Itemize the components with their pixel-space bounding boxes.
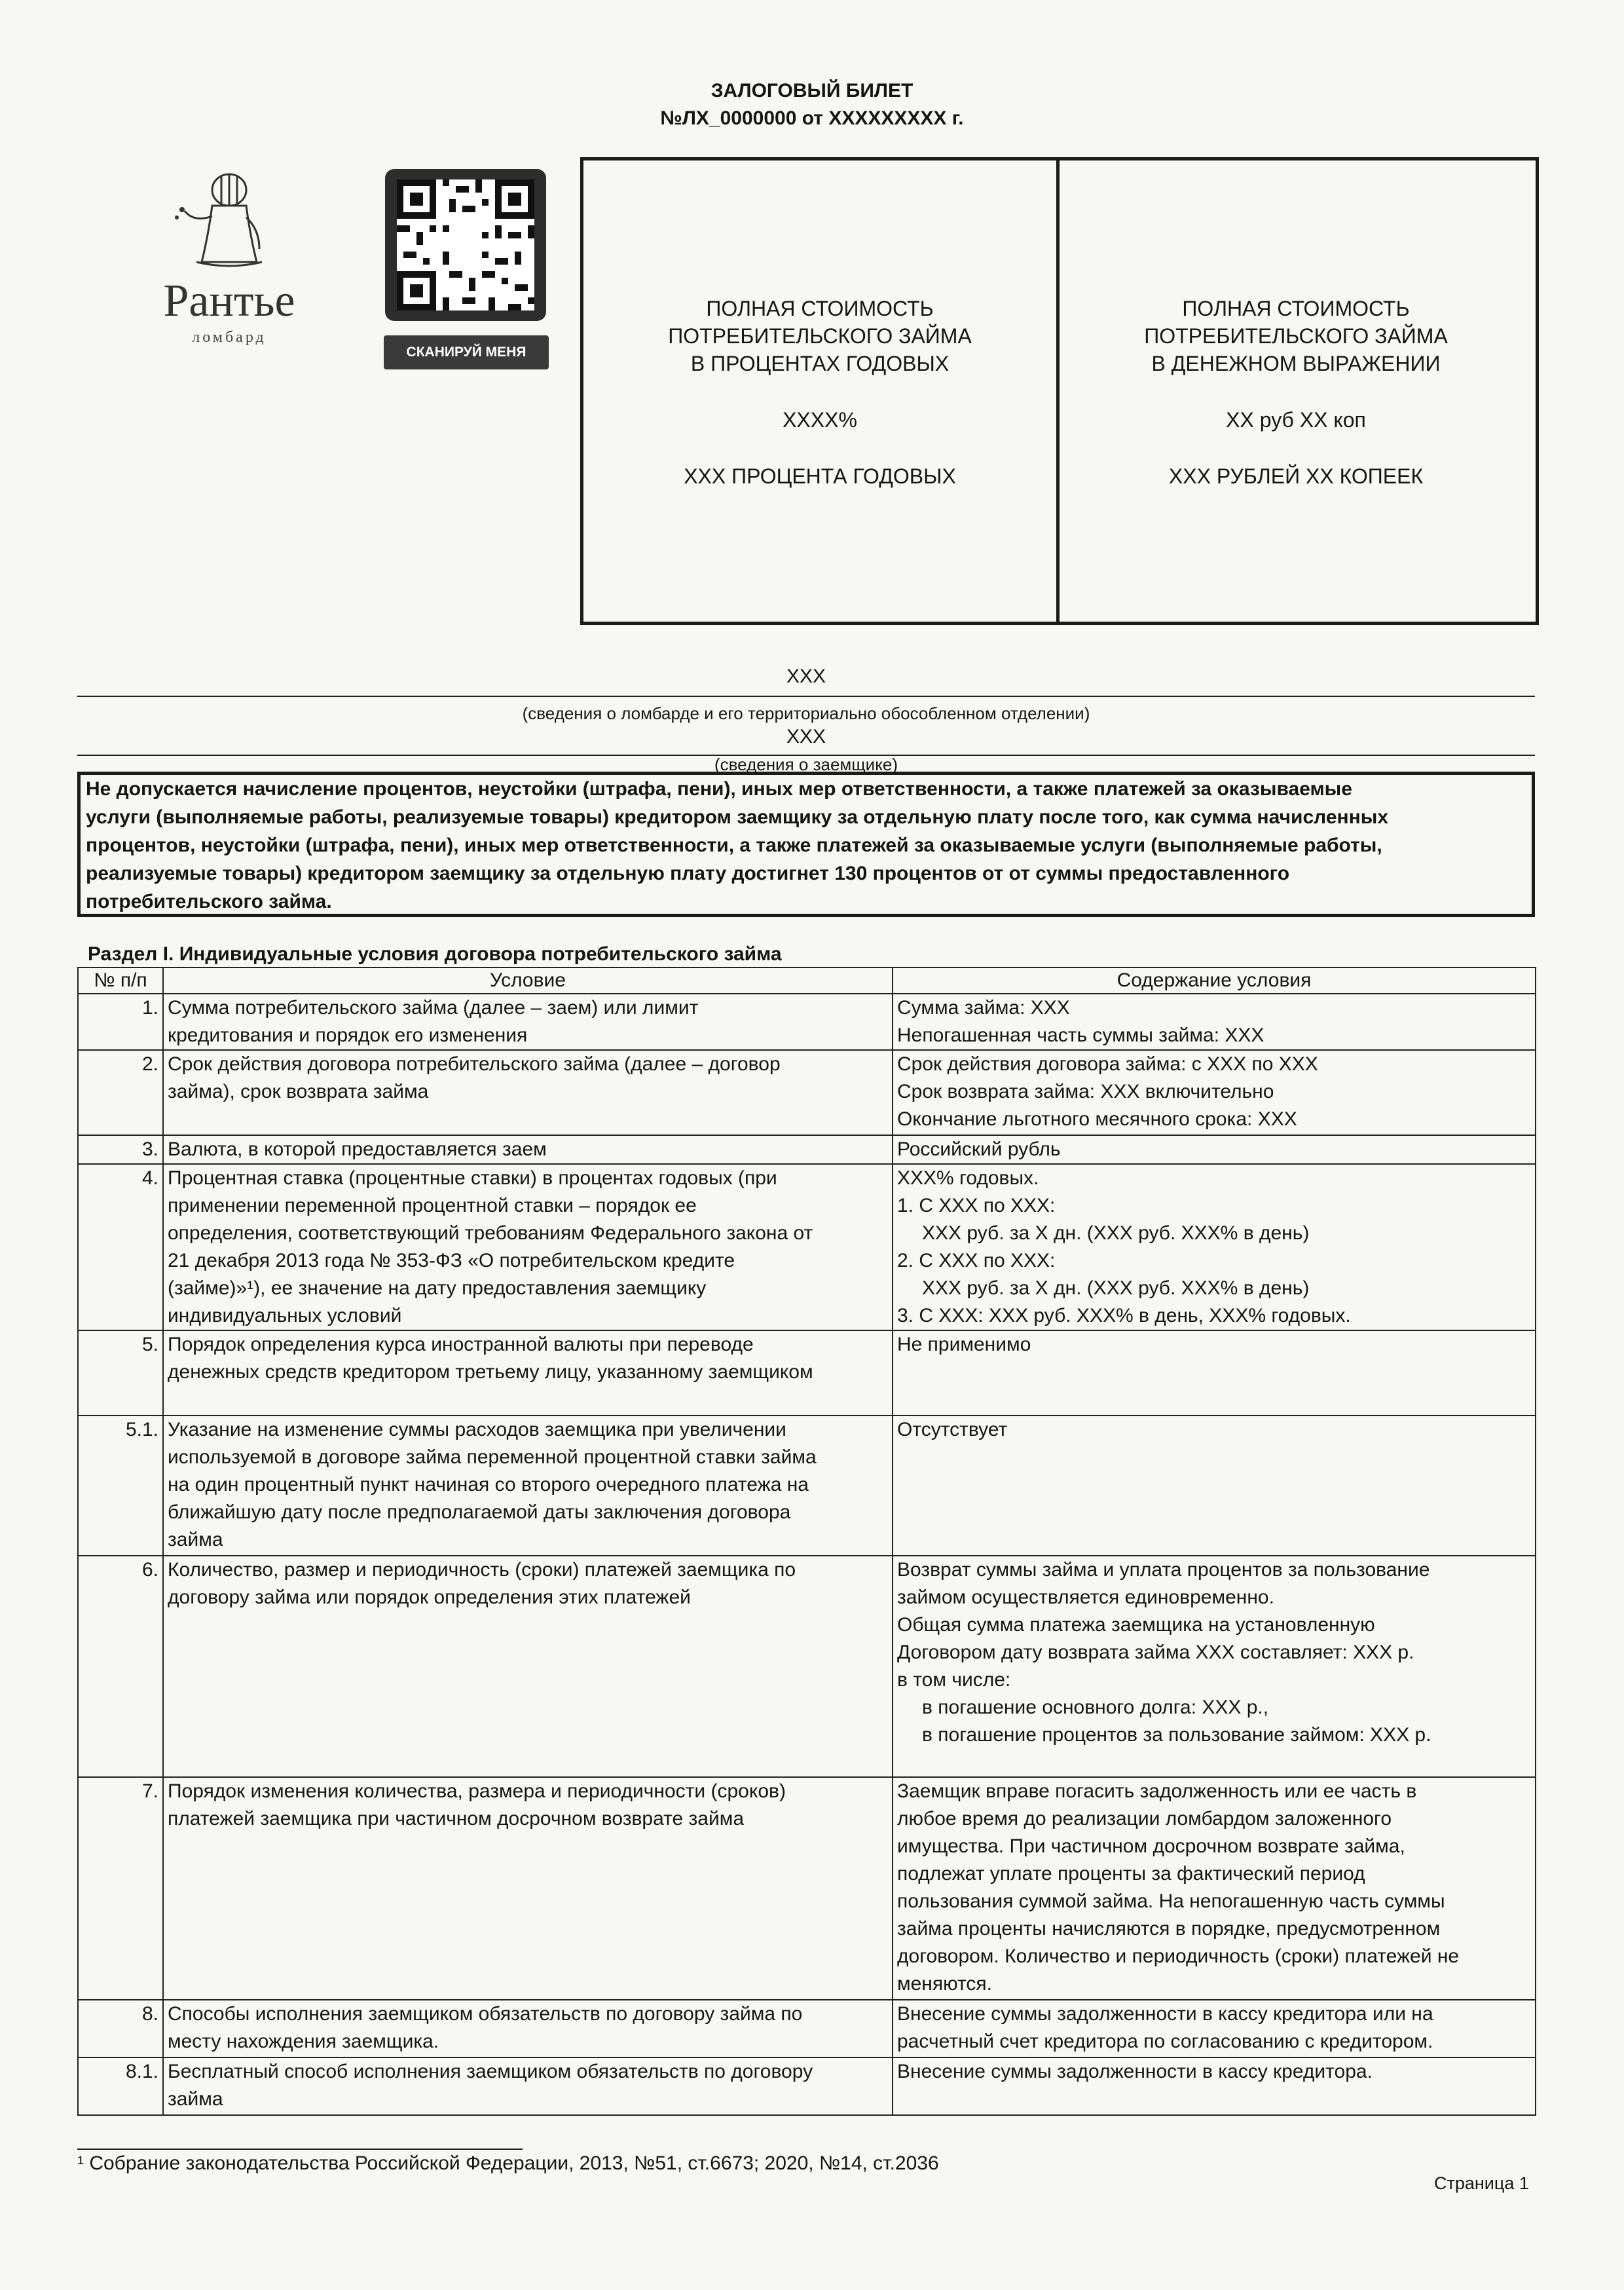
row-number: 7. xyxy=(78,1777,163,2000)
table-row xyxy=(78,1777,1536,2000)
row-condition xyxy=(163,1330,893,1416)
content-line: имущества. При частичном досрочном возврате займа, xyxy=(897,1835,1405,1857)
footnote: ¹ Собрание законодательства Российской Федерации, 2013, №51, ст.6673; 2020, №14, ст.2036 xyxy=(77,2152,939,2174)
content-line: Общая сумма платежа заемщика на установленную xyxy=(897,1614,1375,1636)
row-condition xyxy=(163,994,893,1050)
row-content xyxy=(893,1135,1536,1164)
content-line: подлежат уплате проценты за фактический период xyxy=(897,1863,1365,1885)
cost-money-title-line: ПОТРЕБИТЕЛЬСКОГО ЗАЙМА xyxy=(1144,324,1448,348)
table-row xyxy=(78,1556,1536,1777)
section-title: Раздел I. Индивидуальные условия договора потребительского займа xyxy=(88,943,782,965)
cost-percent-title-line: ПОТРЕБИТЕЛЬСКОГО ЗАЙМА xyxy=(668,324,972,348)
condition-line: определения, соответствующий требованиям Федерального закона от xyxy=(168,1222,813,1244)
condition-line: Сумма потребительского займа (далее – заем) или лимит xyxy=(168,997,699,1019)
cost-money-value: ХХ руб ХХ коп xyxy=(1226,408,1366,432)
cost-percent-title-line: ПОЛНАЯ СТОИМОСТЬ xyxy=(706,297,934,320)
cost-money-title-line: В ДЕНЕЖНОМ ВЫРАЖЕНИИ xyxy=(1151,352,1441,375)
row-content xyxy=(893,2000,1536,2057)
condition-line: ближайшую дату после предполагаемой даты заключения договора xyxy=(168,1501,791,1523)
page-number: Страница 1 xyxy=(1434,2173,1529,2193)
logo-subtitle: ломбард xyxy=(192,329,267,346)
borrower-info-value: ХХХ xyxy=(786,726,826,747)
condition-line: займа xyxy=(168,2088,223,2110)
footnote-separator xyxy=(77,2149,523,2150)
full-cost-box xyxy=(580,157,1539,625)
table-row xyxy=(78,2000,1536,2057)
conditions-table xyxy=(77,967,1536,2116)
cost-money-words: ХХХ РУБЛЕЙ ХХ КОПЕЕК xyxy=(1168,464,1424,488)
content-line: ХХХ руб. за Х дн. (ХХХ руб. ХХХ% в день) xyxy=(922,1222,1310,1244)
row-content xyxy=(893,1416,1536,1556)
content-line: Сумма займа: ХХХ xyxy=(897,997,1070,1019)
table-row xyxy=(78,1135,1536,1164)
table-header-row xyxy=(78,967,1536,994)
row-condition xyxy=(163,1050,893,1135)
content-line: Внесение суммы задолженности в кассу кредитора. xyxy=(897,2061,1373,2082)
row-condition xyxy=(163,1556,893,1777)
row-condition xyxy=(163,1416,893,1556)
scan-me-button[interactable]: СКАНИРУЙ МЕНЯ xyxy=(384,335,549,369)
content-line: ХХХ руб. за Х дн. (ХХХ руб. ХХХ% в день) xyxy=(922,1277,1310,1299)
content-line: Окончание льготного месячного срока: ХХХ xyxy=(897,1108,1297,1130)
cost-percent-title-line: В ПРОЦЕНТАХ ГОДОВЫХ xyxy=(690,352,950,375)
cost-money-column xyxy=(1060,295,1532,490)
row-number: 5.1. xyxy=(78,1416,163,1556)
table-row xyxy=(78,2057,1536,2115)
content-line: Срок возврата займа: ХХХ включительно xyxy=(897,1081,1274,1102)
condition-line: Порядок изменения количества, размера и периодичности (сроков) xyxy=(168,1780,786,1802)
interest-limit-warning xyxy=(77,772,1535,917)
content-line: меняются. xyxy=(897,1973,992,1995)
table-row xyxy=(78,994,1536,1050)
content-line: ХХХ% годовых. xyxy=(897,1167,1039,1189)
logo-name: Рантье xyxy=(163,276,295,326)
content-line: Срок действия договора займа: с ХХХ по ХХХ xyxy=(897,1053,1318,1075)
condition-line: Валюта, в которой предоставляется заем xyxy=(168,1138,547,1160)
warning-line: потребительского займа. xyxy=(86,891,332,912)
warning-line: процентов, неустойки (штрафа, пени), иных мер ответственности, а также платежей за оказываемые услуги (выполняемые работы, xyxy=(86,835,1382,856)
condition-line: Процентная ставка (процентные ставки) в процентах годовых (при xyxy=(168,1167,777,1189)
row-number: 5. xyxy=(78,1330,163,1416)
row-number: 8.1. xyxy=(78,2057,163,2115)
cost-percent-value: ХХХХ% xyxy=(783,408,857,432)
content-line: в погашение процентов за пользование займом: ХХХ р. xyxy=(922,1724,1431,1746)
condition-line: Бесплатный способ исполнения заемщиком обязательств по договору xyxy=(168,2061,813,2082)
cost-percent-column xyxy=(583,295,1056,490)
document-title: ЗАЛОГОВЫЙ БИЛЕТ xyxy=(710,80,913,102)
row-content xyxy=(893,1556,1536,1777)
content-line: пользования суммой займа. На непогашенную часть суммы xyxy=(897,1890,1445,1912)
table-row xyxy=(78,1050,1536,1135)
ticket-number: №ЛХ_0000000 от ХХХХХХХХХ г. xyxy=(660,107,964,129)
content-line: расчетный счет кредитора по согласованию с кредитором. xyxy=(897,2031,1433,2052)
condition-line: 21 декабря 2013 года № 353-ФЗ «О потребительском кредите xyxy=(168,1250,735,1271)
row-content xyxy=(893,1330,1536,1416)
condition-line: денежных средств кредитором третьему лицу, указанному заемщиком xyxy=(168,1361,813,1383)
row-condition xyxy=(163,1135,893,1164)
content-line: 1. С ХХХ по ХХХ: xyxy=(897,1195,1056,1216)
content-line: 3. С ХХХ: ХХХ руб. ХХХ% в день, ХХХ% годовых. xyxy=(897,1305,1351,1326)
warning-line: реализуемые товары) кредитором заемщику за отдельную плату достигнет 130 процентов от от суммы предоставленного xyxy=(86,863,1290,884)
row-condition xyxy=(163,2000,893,2057)
pawnshop-info-value: ХХХ xyxy=(786,666,826,687)
condition-line: договору займа или порядок определения этих платежей xyxy=(168,1586,691,1608)
table-row xyxy=(78,1416,1536,1556)
condition-line: на один процентный пункт начиная со второго очередного платежа на xyxy=(168,1474,809,1495)
row-number: 6. xyxy=(78,1556,163,1777)
warning-line: Не допускается начисление процентов, неустойки (штрафа, пени), иных мер ответственности, а также платежей за оказываемые xyxy=(86,778,1352,800)
content-line: в том числе: xyxy=(897,1669,1011,1691)
row-content xyxy=(893,1777,1536,2000)
row-number: 1. xyxy=(78,994,163,1050)
pawnshop-info-line xyxy=(77,696,1535,697)
condition-line: применении переменной процентной ставки – порядок ее xyxy=(168,1195,697,1216)
row-condition xyxy=(163,2057,893,2115)
condition-line: Порядок определения курса иностранной валюты при переводе xyxy=(168,1334,754,1355)
content-line: договором. Количество и периодичность (сроки) платежей не xyxy=(897,1945,1460,1967)
content-line: Непогашенная часть суммы займа: ХХХ xyxy=(897,1024,1264,1046)
warning-line: услуги (выполняемые работы, реализуемые товары) кредитором заемщику за отдельную плату после того, как сумма начисленных xyxy=(86,806,1389,828)
row-content xyxy=(893,1164,1536,1330)
condition-line: используемой в договоре займа переменной процентной ставки займа xyxy=(168,1446,817,1468)
content-line: займом осуществляется единовременно. xyxy=(897,1586,1274,1608)
row-content xyxy=(893,1050,1536,1135)
condition-line: кредитования и порядок его изменения xyxy=(168,1024,528,1046)
row-number: 4. xyxy=(78,1164,163,1330)
logo-figure-icon xyxy=(131,157,327,275)
table-row xyxy=(78,1330,1536,1416)
borrower-info-caption: (сведения о заемщике) xyxy=(714,755,898,774)
content-line: в погашение основного долга: ХХХ р., xyxy=(922,1697,1269,1718)
row-number: 3. xyxy=(78,1135,163,1164)
cost-money-title-line: ПОЛНАЯ СТОИМОСТЬ xyxy=(1182,297,1410,320)
column-header-num: № п/п xyxy=(78,967,163,994)
pawnshop-logo xyxy=(131,157,327,354)
condition-line: индивидуальных условий xyxy=(168,1305,402,1326)
condition-line: Указание на изменение суммы расходов заемщика при увеличении xyxy=(168,1419,786,1440)
content-line: Договором дату возврата займа ХХХ составляет: ХХХ р. xyxy=(897,1642,1414,1663)
content-line: Внесение суммы задолженности в кассу кредитора или на xyxy=(897,2003,1433,2025)
qr-code[interactable] xyxy=(385,169,546,321)
content-line: Отсутствует xyxy=(897,1419,1008,1440)
condition-line: (займе)»¹), ее значение на дату предоставления заемщику xyxy=(168,1277,707,1299)
qr-code-icon xyxy=(397,179,534,310)
content-line: Заемщик вправе погасить задолженность или ее часть в xyxy=(897,1780,1417,1802)
column-header-content: Содержание условия xyxy=(893,967,1536,994)
row-condition xyxy=(163,1777,893,2000)
condition-line: месту нахождения заемщика. xyxy=(168,2031,439,2052)
content-line: займа проценты начисляются в порядке, предусмотренном xyxy=(897,1918,1441,1940)
condition-line: займа xyxy=(168,1529,223,1550)
condition-line: Способы исполнения заемщиком обязательств по договору займа по xyxy=(168,2003,803,2025)
content-line: 2. С ХХХ по ХХХ: xyxy=(897,1250,1056,1271)
cost-percent-words: ХХХ ПРОЦЕНТА ГОДОВЫХ xyxy=(684,464,956,488)
condition-line: Количество, размер и периодичность (сроки) платежей заемщика по xyxy=(168,1559,796,1581)
row-number: 8. xyxy=(78,2000,163,2057)
content-line: Не применимо xyxy=(897,1334,1031,1355)
table-row xyxy=(78,1164,1536,1330)
condition-line: займа), срок возврата займа xyxy=(168,1081,429,1102)
row-condition xyxy=(163,1164,893,1330)
condition-line: Срок действия договора потребительского займа (далее – договор xyxy=(168,1053,781,1075)
row-content xyxy=(893,2057,1536,2115)
content-line: Возврат суммы займа и уплата процентов за пользование xyxy=(897,1559,1430,1581)
content-line: любое время до реализации ломбардом заложенного xyxy=(897,1808,1392,1830)
condition-line: платежей заемщика при частичном досрочном возврате займа xyxy=(168,1808,745,1830)
row-number: 2. xyxy=(78,1050,163,1135)
pawnshop-info-caption: (сведения о ломбарде и его территориально обособленном отделении) xyxy=(522,704,1090,723)
column-header-condition: Условие xyxy=(163,967,893,994)
row-content xyxy=(893,994,1536,1050)
content-line: Российский рубль xyxy=(897,1138,1061,1160)
